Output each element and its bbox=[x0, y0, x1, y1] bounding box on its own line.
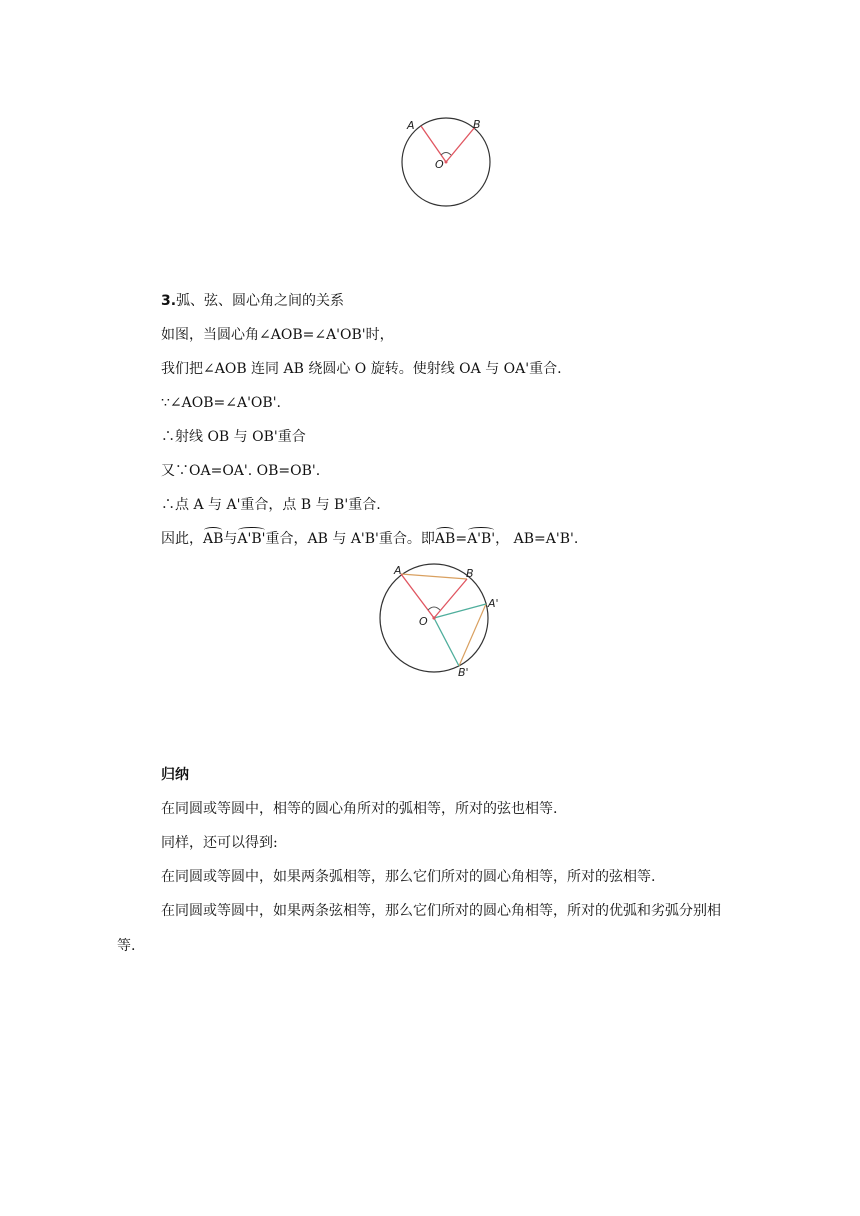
text-line-1: 如图，当圆心角∠AOB=∠A'OB'时， bbox=[161, 327, 394, 343]
text-line-5: 又∵OA=OA'. OB=OB'. bbox=[161, 463, 321, 479]
label-a: A bbox=[394, 564, 402, 577]
center-point bbox=[432, 616, 435, 619]
summary-paragraph-4: 在同圆或等圆中，如果两条弦相等，那么它们所对的圆心角相等，所对的优弧和劣弧分别相等. bbox=[117, 903, 721, 954]
label-b: B bbox=[466, 567, 474, 580]
radius-ob bbox=[434, 579, 467, 618]
arc-a2b2: A'B' bbox=[237, 531, 266, 547]
arc-ab-eq: AB bbox=[434, 531, 456, 547]
summary-heading: 归纳 bbox=[161, 767, 189, 783]
summary-line-3: 在同圆或等圆中，如果两条弧相等，那么它们所对的圆心角相等，所对的弦相等. bbox=[161, 869, 656, 885]
text-line-6: ∴点 A 与 A'重合，点 B 与 B'重合. bbox=[161, 497, 381, 513]
radius-oa bbox=[421, 126, 446, 162]
text-line-4: ∴射线 OB 与 OB'重合 bbox=[161, 429, 306, 445]
text-line-2: 我们把∠AOB 连同 AB 绕圆心 O 旋转。使射线 OA 与 OA'重合. bbox=[161, 361, 562, 377]
summary-line-1: 在同圆或等圆中，相等的圆心角所对的弧相等，所对的弦也相等. bbox=[161, 801, 558, 817]
radius-ob bbox=[446, 127, 475, 162]
label-o: O bbox=[419, 615, 428, 628]
center-point bbox=[445, 161, 448, 164]
chord-ab bbox=[401, 574, 467, 579]
radius-oa2 bbox=[434, 604, 486, 618]
label-a: A bbox=[407, 119, 415, 132]
label-a-prime: A' bbox=[488, 597, 499, 610]
label-o: O bbox=[435, 158, 444, 171]
arc-ab: AB bbox=[203, 531, 224, 547]
text-line-7: 因此，AB与A'B'重合，AB 与 A'B'重合。即AB=A'B'， AB=A'B'. bbox=[161, 531, 579, 547]
angle-mark bbox=[441, 153, 451, 156]
circle-figure-1 bbox=[395, 112, 499, 212]
label-b-prime: B' bbox=[458, 666, 469, 679]
radius-ob2 bbox=[434, 618, 459, 666]
section-heading: 3.弧、弦、圆心角之间的关系 bbox=[161, 293, 345, 309]
text-line-3: ∵∠AOB=∠A'OB'. bbox=[161, 395, 281, 411]
arc-a2b2-eq: A'B' bbox=[467, 531, 496, 547]
angle-mark bbox=[428, 607, 440, 610]
circle-figure-2 bbox=[374, 560, 514, 680]
label-b: B bbox=[473, 118, 481, 131]
radius-oa bbox=[401, 574, 434, 618]
summary-line-2: 同样，还可以得到: bbox=[161, 835, 278, 851]
